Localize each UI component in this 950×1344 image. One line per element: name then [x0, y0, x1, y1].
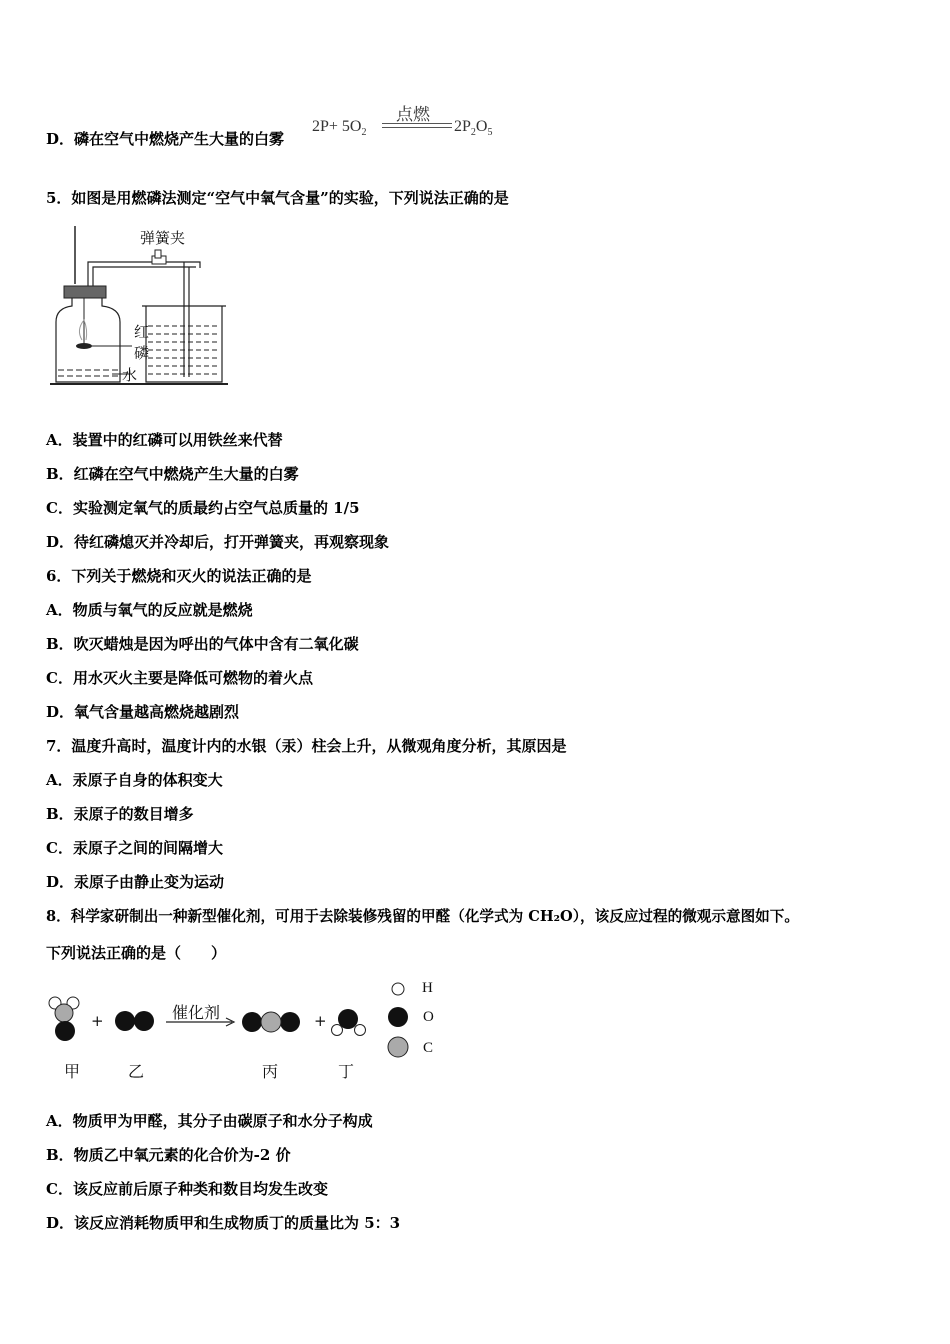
- catalyst-label: 催化剂: [172, 1003, 221, 1022]
- phosphorus-label: 磷: [134, 344, 150, 362]
- q8-option-b: B．物质乙中氧元素的化合价为-2 价: [46, 1146, 291, 1164]
- q5-option-c: C．实验测定氧气的质最约占空气总质量的 1/5: [46, 499, 360, 517]
- q8-option-c: C．该反应前后原子种类和数目均发生改变: [46, 1180, 328, 1198]
- molecule-bing: [242, 1012, 300, 1032]
- q5-option-b: B．红磷在空气中燃烧产生大量的白雾: [46, 465, 299, 483]
- legend-h-atom: [392, 983, 404, 995]
- label-yi: 乙: [128, 1062, 145, 1081]
- legend-c-label: C: [423, 1040, 434, 1056]
- q4-equation-right: [454, 118, 492, 138]
- q8-option-d: D．该反应消耗物质甲和生成物质丁的质量比为 5：3: [46, 1214, 401, 1232]
- clamp-label: 弹簧夹: [140, 229, 186, 247]
- q7-option-d: D．汞原子由静止变为运动: [46, 873, 225, 891]
- label-jia: 甲: [64, 1062, 81, 1081]
- q7-option-b: B．汞原子的数目增多: [46, 805, 194, 823]
- q8-stem-line1: 8．科学家研制出一种新型催化剂，可用于去除装修残留的甲醛（化学式为 CH₂O），该反应过程的微观示意图如下。: [46, 908, 799, 925]
- q5-option-a: A．装置中的红磷可以用铁丝来代替: [46, 431, 283, 449]
- label-bing: 丙: [262, 1062, 279, 1081]
- legend-o-atom: [388, 1007, 408, 1027]
- q6-stem: 6．下列关于燃烧和灭火的说法正确的是: [46, 567, 312, 585]
- water-label: 水: [122, 366, 138, 384]
- equation-condition: 点燃: [396, 105, 430, 124]
- molecule-yi: [115, 1011, 154, 1031]
- molecule-ding: [332, 1009, 366, 1036]
- legend-c-atom: [388, 1037, 408, 1057]
- q7-option-a: A．汞原子自身的体积变大: [46, 771, 223, 789]
- q6-option-d: D．氧气含量越高燃烧越剧烈: [46, 703, 240, 721]
- equation-reactants: 2P+ 5O: [312, 118, 362, 135]
- q4-equation-left: [312, 118, 366, 138]
- q6-option-a: A．物质与氧气的反应就是燃烧: [46, 601, 253, 619]
- equation-double-line: [382, 122, 452, 130]
- q7-stem: 7．温度升高时，温度计内的水银（汞）柱会上升，从微观角度分析，其原因是: [46, 737, 567, 755]
- p2-subscript: 2: [470, 127, 476, 139]
- q6-option-b: B．吹灭蜡烛是因为呼出的气体中含有二氧化碳: [46, 635, 359, 653]
- plus-sign-2: +: [314, 1012, 327, 1030]
- o5-subscript: 5: [487, 127, 493, 139]
- q4-option-d: D．磷在空气中燃烧产生大量的白雾: [46, 130, 285, 148]
- q8-stem-line2: 下列说法正确的是（ ）: [46, 944, 227, 962]
- legend-h-label: H: [422, 980, 433, 996]
- q8-reaction-figure: [40, 975, 460, 1085]
- q5-stem: 5．如图是用燃磷法测定“空气中氧气含量”的实验，下列说法正确的是: [46, 189, 509, 207]
- equation-product-o: O: [475, 118, 488, 135]
- plus-sign-1: +: [91, 1012, 104, 1030]
- q7-option-c: C．汞原子之间的间隔增大: [46, 839, 223, 857]
- label-ding: 丁: [338, 1062, 355, 1081]
- molecule-jia: [49, 997, 79, 1041]
- q6-option-c: C．用水灭火主要是降低可燃物的着火点: [46, 669, 313, 687]
- legend-o-label: O: [423, 1009, 434, 1025]
- o2-subscript: 2: [361, 127, 367, 139]
- q8-option-a: A．物质甲为甲醛，其分子由碳原子和水分子构成: [46, 1112, 373, 1130]
- q5-option-d: D．待红磷熄灭并冷却后，打开弹簧夹，再观察现象: [46, 533, 390, 551]
- red-label: 红: [134, 323, 150, 341]
- equation-product-p: 2P: [454, 118, 471, 135]
